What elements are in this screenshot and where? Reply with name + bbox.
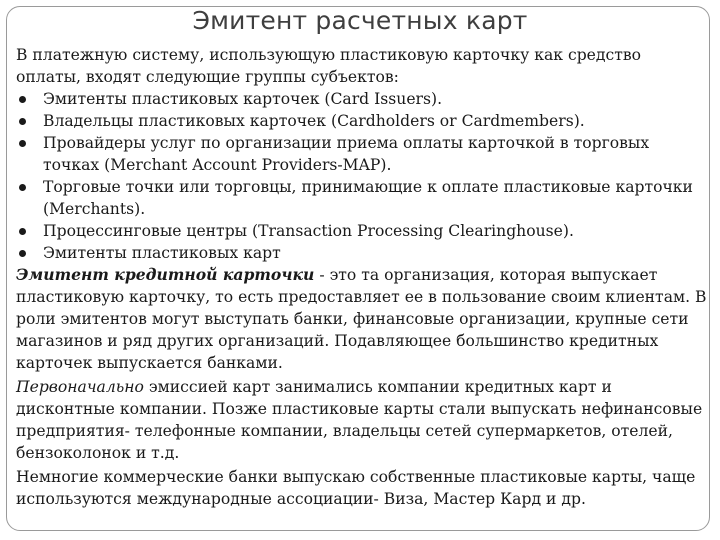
list-item-text: Эмитенты пластиковых карточек (Card Issuers). bbox=[43, 90, 443, 108]
list-item bbox=[16, 88, 708, 110]
bullet-icon bbox=[19, 184, 26, 191]
bullet-icon bbox=[19, 250, 26, 257]
history-lead: Первоначально bbox=[16, 378, 144, 396]
list-item-text: Торговые точки или торговцы, принимающие к оплате пластиковые карточки (Merchants). bbox=[43, 178, 693, 218]
slide-body bbox=[16, 44, 708, 510]
participants-list bbox=[16, 88, 708, 264]
list-item-text: Провайдеры услуг по организации приема оплаты карточкой в торговых точках (Merchant Account Providers-MAP). bbox=[43, 134, 650, 174]
list-item bbox=[16, 110, 708, 132]
bullet-icon bbox=[19, 118, 26, 125]
closing-paragraph: Немногие коммерческие банки выпускаю собственные пластиковые карты, чаще используются международные ассоциации- Виза, Мастер Кард и др. bbox=[16, 468, 696, 508]
definition-text: - это та организация, которая выпускает пластиковую карточку, то есть предоставляет ее в пользование своим клиентам. В роли эмитентов могут выступать банки, финансовые организации, крупные сети магазинов и ряд других организаций. Подавляющее большинство кредитных карточек выпускается банками. bbox=[16, 266, 707, 372]
bullet-icon bbox=[19, 96, 26, 103]
list-item-text: Эмитенты пластиковых карт bbox=[43, 244, 281, 262]
bullet-icon bbox=[19, 140, 26, 147]
history-paragraph bbox=[16, 376, 708, 464]
list-item bbox=[16, 132, 708, 176]
list-item-text: Владельцы пластиковых карточек (Cardholders or Cardmembers). bbox=[43, 112, 585, 130]
history-text: эмиссией карт занимались компании кредитных карт и дисконтные компании. Позже пластиковые карты стали выпускать нефинансовые предприятия- телефонные компании, владельцы сетей супермаркетов, отелей, бензоколонок и т.д. bbox=[16, 378, 703, 462]
list-item bbox=[16, 220, 708, 242]
definition-paragraph bbox=[16, 264, 708, 374]
slide-title: Эмитент расчетных карт bbox=[192, 6, 528, 35]
list-item bbox=[16, 176, 708, 220]
bullet-icon bbox=[19, 228, 26, 235]
list-item bbox=[16, 242, 708, 264]
intro-paragraph: В платежную систему, использующую пластиковую карточку как средство оплаты, входят следующие группы субъектов: bbox=[16, 46, 642, 86]
list-item-text: Процессинговые центры (Transaction Processing Clearinghouse). bbox=[43, 222, 574, 240]
definition-term: Эмитент кредитной карточки bbox=[16, 265, 315, 284]
